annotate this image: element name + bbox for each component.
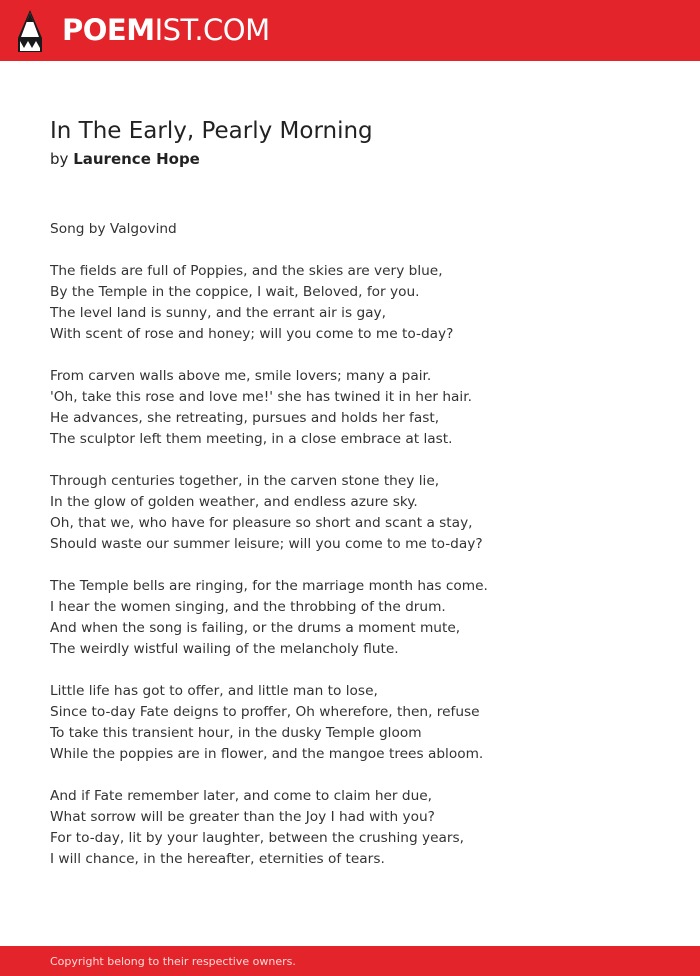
poem-line: He advances, she retreating, pursues and holds her fast, xyxy=(50,410,440,426)
poem-line: In the glow of golden weather, and endless azure sky. xyxy=(50,494,418,510)
poem-line: I hear the women singing, and the throbbing of the drum. xyxy=(50,599,446,615)
poem-line: Through centuries together, in the carven stone they lie, xyxy=(50,473,440,489)
poem-line: 'Oh, take this rose and love me!' she has twined it in her hair. xyxy=(50,389,472,405)
poem-line: Since to-day Fate deigns to proffer, Oh wherefore, then, refuse xyxy=(50,704,480,720)
stanza-gap xyxy=(50,555,650,576)
logo-bold-text: POEM xyxy=(62,13,155,47)
poem-line: For to-day, lit by your laughter, between the crushing years, xyxy=(50,830,465,846)
poem-line: The Temple bells are ringing, for the marriage month has come. xyxy=(50,578,488,594)
poem-line: And if Fate remember later, and come to claim her due, xyxy=(50,788,433,804)
stanza-gap xyxy=(50,660,650,681)
poem-line: To take this transient hour, in the dusky Temple gloom xyxy=(50,725,422,741)
poem-line: What sorrow will be greater than the Joy I had with you? xyxy=(50,809,435,825)
stanza-gap xyxy=(50,765,650,786)
poem-line: The sculptor left them meeting, in a close embrace at last. xyxy=(50,431,453,447)
poem-body xyxy=(50,219,650,870)
byline xyxy=(50,149,200,169)
site-header xyxy=(0,0,700,61)
poem-line: Should waste our summer leisure; will you come to me to-day? xyxy=(50,536,483,552)
poem-line: The level land is sunny, and the errant air is gay, xyxy=(50,305,386,321)
poem-line: From carven walls above me, smile lovers; many a pair. xyxy=(50,368,432,384)
poem-line: The fields are full of Poppies, and the skies are very blue, xyxy=(50,263,443,279)
poem-line: I will chance, in the hereafter, eternities of tears. xyxy=(50,851,385,867)
poem-title: In The Early, Pearly Morning xyxy=(50,118,373,144)
poem-line: Little life has got to offer, and little man to lose, xyxy=(50,683,378,699)
stanza-gap xyxy=(50,345,650,366)
copyright-text: Copyright belong to their respective owners. xyxy=(50,955,296,968)
pencil-icon[interactable] xyxy=(18,10,42,52)
poem-line: Oh, that we, who have for pleasure so short and scant a stay, xyxy=(50,515,473,531)
by-label: by xyxy=(50,150,69,168)
site-footer xyxy=(0,946,700,976)
logo-light-text: IST.COM xyxy=(154,13,270,47)
stanza-gap xyxy=(50,450,650,471)
poem-line: The weirdly wistful wailing of the melancholy flute. xyxy=(50,641,399,657)
poem-line: With scent of rose and honey; will you come to me to-day? xyxy=(50,326,454,342)
poem-line: While the poppies are in flower, and the mangoe trees abloom. xyxy=(50,746,484,762)
poem-subtitle: Song by Valgovind xyxy=(50,221,177,237)
site-logo[interactable] xyxy=(62,12,270,48)
stanza-gap xyxy=(50,240,650,261)
poem-line: And when the song is failing, or the drums a moment mute, xyxy=(50,620,461,636)
poem-line: By the Temple in the coppice, I wait, Beloved, for you. xyxy=(50,284,420,300)
author-name: Laurence Hope xyxy=(73,150,200,168)
